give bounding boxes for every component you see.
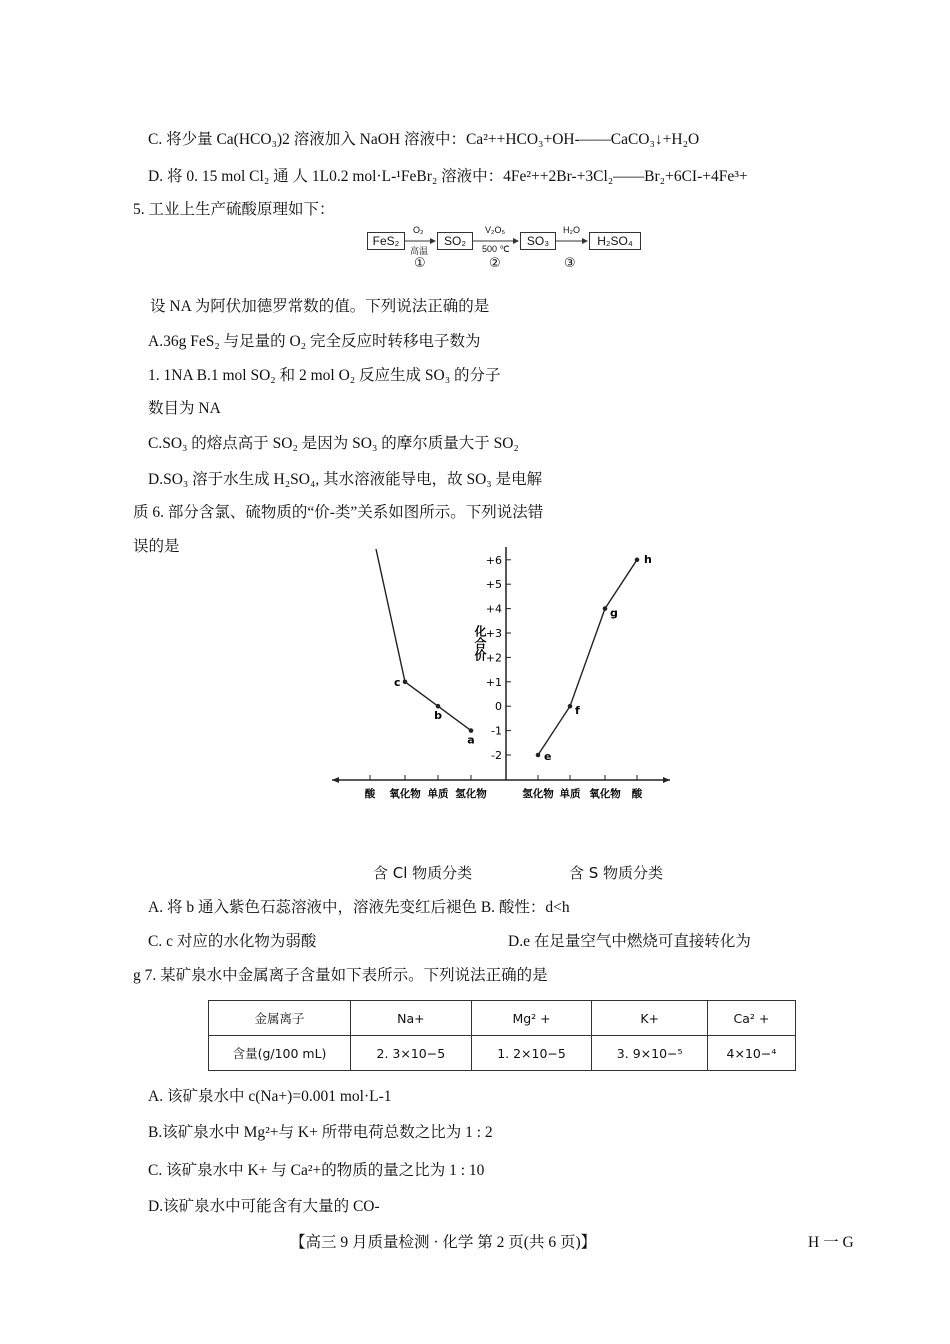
- flow-step-1: ①: [414, 256, 426, 271]
- y-tick-label: -1: [491, 724, 502, 738]
- q7-option-c: C. 该矿泉水中 K+ 与 Ca²+的物质的量之比为 1 : 10: [148, 1162, 485, 1179]
- q6-stem-line2: 误的是: [133, 538, 180, 555]
- q5-option-a-line2: 1. 1NA B.1 mol SO₂ 和 2 mol O₂ 反应生成 SO₃ 的分子: [148, 367, 501, 384]
- table-header-cell: K+: [592, 1001, 708, 1036]
- page-footer: 【高三 9 月质量检测 · 化学 第 2 页(共 6 页)】: [290, 1234, 597, 1251]
- x-tick-label: 单质: [427, 788, 449, 800]
- y-tick-label: -2: [491, 749, 502, 762]
- table-cell: 4×10−⁴: [707, 1036, 795, 1071]
- y-tick-label: +1: [485, 675, 502, 689]
- point-label-f: f: [575, 704, 580, 718]
- data-point-b: [436, 704, 441, 709]
- q5-intro: 设 NA 为阿伏加德罗常数的值。下列说法正确的是: [150, 298, 490, 315]
- y-tick-label: 0: [495, 700, 502, 714]
- q6-option-c: C. c 对应的水化物为弱酸: [148, 933, 317, 950]
- point-label-b: b: [434, 709, 442, 723]
- flow-reagent-o2: O₂: [413, 225, 424, 235]
- q5-option-d: D.SO₃ 溶于水生成 H₂SO₄, 其水溶液能导电，故 SO₃ 是电解: [148, 471, 543, 488]
- q5-option-c: C.SO₃ 的熔点高于 SO₂ 是因为 SO₃ 的摩尔质量大于 SO₂: [148, 435, 519, 452]
- flow-box-fes2: FeS₂: [367, 232, 405, 250]
- data-point-a: [469, 728, 474, 733]
- q5-option-a-line1: A.36g FeS₂ 与足量的 O₂ 完全反应时转移电子数为: [148, 333, 481, 350]
- q4-option-d: D. 将 0. 15 mol Cl₂ 通 人 1L0.2 mol·L-¹FeBr₂ 溶液中：4Fe²++2Br-+3Cl₂——Br₂+6CI-+4Fe³+: [148, 168, 748, 185]
- q6-option-d: D.e 在足量空气中燃烧可直接转化为: [508, 933, 751, 950]
- data-point-g: [603, 606, 608, 611]
- table-cell: 1. 2×10−5: [471, 1036, 592, 1071]
- table-cell: 2. 3×10−5: [351, 1036, 472, 1071]
- x-tick-label: 酸: [631, 788, 643, 800]
- q7-stem: g 7. 某矿泉水中金属离子含量如下表所示。下列说法正确的是: [133, 967, 548, 984]
- table-header-cell: Na+: [351, 1001, 472, 1036]
- x-tick-label: 氢化物: [455, 788, 487, 800]
- data-point-h: [635, 558, 640, 563]
- point-label-a: a: [467, 733, 475, 747]
- table-header-row: [209, 1001, 796, 1036]
- x-tick-label: 单质: [559, 788, 581, 800]
- x-axis-arrow-left: [332, 777, 339, 783]
- table-row: [209, 1036, 796, 1071]
- y-tick-label: +6: [485, 553, 502, 567]
- flow-reagent-h2o: H₂O: [563, 225, 580, 235]
- point-label-e: e: [544, 750, 552, 763]
- data-point-c: [403, 680, 408, 685]
- x-tick-label: 氧化物: [589, 788, 621, 800]
- flow-box-h2so4: H₂SO₄: [589, 232, 641, 250]
- x-tick-label: 氢化物: [522, 788, 554, 800]
- table-header-cell: Ca² +: [707, 1001, 795, 1036]
- table-header-cell: Mg² +: [471, 1001, 592, 1036]
- x-axis-arrow-right: [663, 777, 670, 783]
- q6-stem-line1: 质 6. 部分含氯、硫物质的“价-类”关系如图所示。下列说法错: [133, 504, 544, 521]
- flow-box-so2: SO₂: [437, 232, 473, 250]
- x-tick-label: 氧化物: [389, 788, 421, 800]
- flow-condition-high-temp: 高温: [410, 246, 429, 256]
- q4-option-c: C. 将少量 Ca(HCO₃)2 溶液加入 NaOH 溶液中：Ca²++HCO₃+OH-——CaCO₃↓+H₂O: [148, 131, 700, 148]
- q5-stem: 5. 工业上生产硫酸原理如下：: [133, 201, 335, 218]
- table-row-label: 含量(g/100 mL): [209, 1036, 351, 1071]
- chart-caption-s: 含 S 物质分类: [569, 864, 664, 882]
- page-footer-code: H 一 G: [808, 1234, 854, 1251]
- point-label-c: c: [394, 675, 401, 689]
- table-header-cell: 金属离子: [209, 1001, 351, 1036]
- table-cell: 3. 9×10−⁵: [592, 1036, 708, 1071]
- chart-caption-cl: 含 Cl 物质分类: [373, 864, 473, 882]
- series-line-s: [538, 560, 637, 755]
- data-point-e: [536, 753, 541, 758]
- y-tick-label: +5: [485, 578, 502, 592]
- valence-class-chart: [330, 545, 675, 805]
- data-point-f: [568, 704, 573, 709]
- q7-option-a: A. 该矿泉水中 c(Na+)=0.001 mol·L-1: [148, 1088, 392, 1105]
- sulfuric-acid-flow-diagram: [365, 226, 645, 276]
- point-label-g: g: [610, 606, 618, 620]
- q7-option-b: B.该矿泉水中 Mg²+与 K+ 所带电荷总数之比为 1 : 2: [148, 1124, 493, 1141]
- ion-content-table: [208, 1000, 796, 1071]
- flow-step-3: ③: [564, 256, 576, 271]
- flow-box-so3: SO₃: [520, 232, 556, 250]
- y-tick-label: +2: [485, 651, 502, 665]
- y-tick-label: +4: [485, 602, 502, 616]
- flow-condition-500c: 500 ℃: [482, 244, 510, 254]
- point-label-h: h: [644, 552, 652, 566]
- y-axis-label: 化合价: [473, 625, 487, 661]
- flow-step-2: ②: [489, 256, 501, 271]
- y-tick-label: +3: [485, 627, 502, 640]
- x-tick-label: 酸: [364, 788, 376, 800]
- q5-option-b-line3: 数目为 NA: [148, 400, 221, 417]
- series-line-cl: [376, 549, 471, 731]
- q6-option-a-b: A. 将 b 通入紫色石蕊溶液中，溶液先变红后褪色 B. 酸性：d<h: [148, 899, 570, 916]
- q7-option-d: D.该矿泉水中可能含有大量的 CO-: [148, 1198, 380, 1215]
- flow-reagent-v2o5: V₂O₅: [485, 225, 506, 235]
